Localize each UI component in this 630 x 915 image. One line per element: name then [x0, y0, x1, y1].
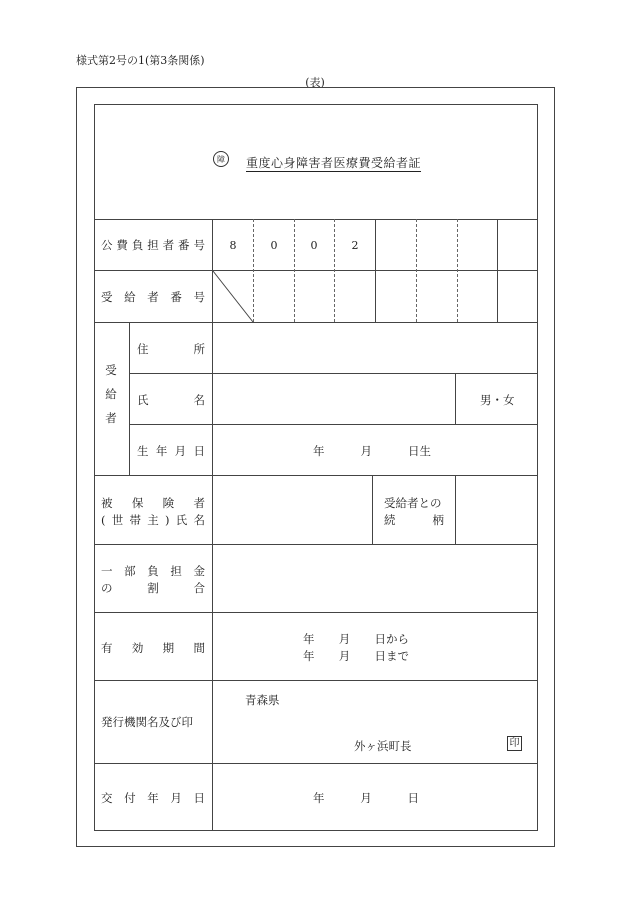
rule-gender-split — [455, 373, 456, 424]
rule-relation-right — [455, 475, 456, 544]
rule-recipient-bottom — [94, 475, 538, 476]
form-number: 様式第2号の1(第3条関係) — [76, 54, 205, 67]
rule-recipient-number-bottom — [94, 322, 538, 323]
label-recipient-number: 受 給 者 番 号 — [101, 290, 205, 304]
issue-date-units: 年 月 日 — [313, 791, 419, 805]
rule-title-bottom — [94, 219, 538, 220]
label-address: 住 所 — [137, 342, 205, 356]
diagonal-slash — [212, 270, 254, 323]
label-copay-line2: の 割 合 — [101, 581, 205, 595]
digit-separator — [294, 219, 295, 322]
rule-recipient-group — [129, 322, 130, 475]
label-relation-line2: 続 柄 — [384, 513, 444, 527]
rule-payer-bottom — [94, 270, 538, 271]
rule-digit-split — [375, 219, 376, 322]
label-recipient-group: 受 給 者 — [105, 363, 117, 425]
label-issue-date: 交 付 年 月 日 — [101, 791, 205, 805]
validity-from: 年 月 日から — [303, 632, 409, 646]
label-payer-number: 公 費 負 担 者 番 号 — [101, 238, 205, 252]
label-insured-line1: 被 保 険 者 — [101, 496, 205, 510]
birth-date-units: 年 月 日生 — [313, 444, 431, 458]
certificate-title: 重度心身障害者医療費受給者証 — [246, 156, 422, 170]
payer-digit: 0 — [270, 239, 278, 252]
digit-separator — [334, 219, 335, 322]
label-relation-line1: 受給者との — [384, 496, 442, 510]
rule-validity-bottom — [94, 680, 538, 681]
gender-choice: 男・女 — [480, 393, 515, 407]
rule-relation-left — [372, 475, 373, 544]
label-validity: 有 効 期 間 — [101, 641, 205, 655]
validity-to: 年 月 日まで — [303, 649, 409, 663]
rule-insured-bottom — [94, 544, 538, 545]
rule-address-bottom — [129, 373, 538, 374]
label-copay-line1: 一 部 負 担 金 — [101, 564, 205, 578]
digit-separator — [416, 219, 417, 322]
side-label: (表) — [305, 76, 325, 89]
seal-stamp-icon: 印 — [507, 736, 522, 751]
rule-copay-bottom — [94, 612, 538, 613]
rule-digit-last — [497, 219, 498, 322]
issuer-prefecture: 青森県 — [245, 693, 280, 707]
rule-issuer-bottom — [94, 763, 538, 764]
payer-digit: 8 — [229, 239, 237, 252]
disability-mark-icon: 障 — [213, 151, 229, 167]
label-birth-date: 生 年 月 日 — [137, 444, 205, 458]
label-insured-line2: ( 世 帯 主 ) 氏 名 — [101, 513, 205, 527]
label-issuer: 発行機関名及び印 — [101, 715, 193, 729]
label-name: 氏 名 — [137, 393, 205, 407]
payer-digit: 0 — [310, 239, 318, 252]
digit-separator — [457, 219, 458, 322]
issuer-town-mayor: 外ヶ浜町長 — [354, 739, 412, 753]
payer-digit: 2 — [351, 239, 359, 252]
rule-name-bottom — [129, 424, 538, 425]
